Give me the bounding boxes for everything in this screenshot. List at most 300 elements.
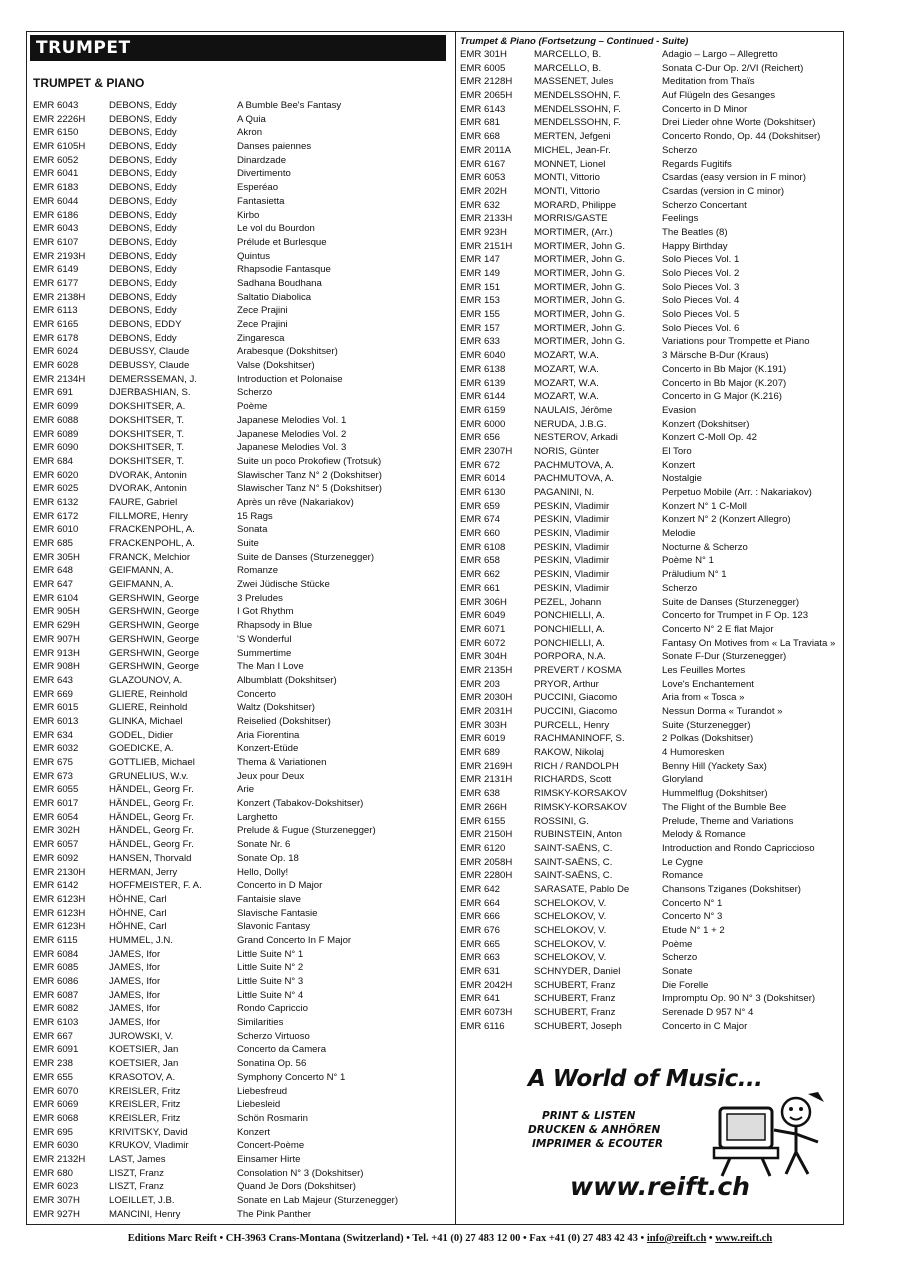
catalog-row [27, 140, 449, 154]
catalog-row [456, 965, 846, 979]
work-title: 3 Preludes [237, 592, 283, 604]
work-title: Scherzo Virtuoso [237, 1030, 310, 1042]
composer-name: RIMSKY-KORSAKOV [534, 801, 627, 813]
catalog-number: EMR 658 [460, 555, 500, 567]
catalog-number: EMR 2226H [33, 113, 86, 125]
catalog-number: EMR 6072 [460, 637, 506, 649]
catalog-row [27, 291, 449, 305]
work-title: Konzert (Dokshitser) [662, 418, 750, 430]
catalog-number: EMR 684 [33, 455, 73, 467]
catalog-row [456, 815, 846, 829]
catalog-number: EMR 6104 [33, 592, 79, 604]
work-title: Danses paiennes [237, 141, 312, 153]
work-title: Esperéao [237, 182, 279, 194]
catalog-number: EMR 666 [460, 911, 500, 923]
catalog-number: EMR 905H [33, 606, 80, 618]
composer-name: MARCELLO, B. [534, 49, 602, 60]
work-title: Japanese Melodies Vol. 1 [237, 414, 347, 426]
composer-name: DEMERSSEMAN, J. [109, 373, 197, 385]
work-title: Arabesque (Dokshitser) [237, 346, 338, 358]
catalog-number: EMR 6030 [33, 1140, 79, 1152]
catalog-number: EMR 2193H [33, 250, 86, 262]
composer-name: PESKIN, Vladimir [534, 569, 610, 581]
composer-name: FRANCK, Melchior [109, 551, 191, 563]
work-title: Csardas (version in C minor) [662, 185, 785, 197]
catalog-number: EMR 6123H [33, 907, 86, 919]
composer-name: DEBONS, Eddy [109, 154, 177, 166]
catalog-number: EMR 6071 [460, 623, 506, 635]
catalog-number: EMR 151 [460, 281, 500, 293]
catalog-number: EMR 659 [460, 500, 500, 512]
catalog-row [456, 513, 846, 527]
catalog-number: EMR 6165 [33, 319, 79, 330]
catalog-row [456, 979, 846, 993]
catalog-number: EMR 6132 [33, 496, 79, 508]
catalog-number: EMR 6069 [33, 1099, 79, 1111]
catalog-frame [26, 31, 844, 1225]
catalog-number: EMR 6143 [460, 103, 506, 115]
work-title: Melody & Romance [662, 829, 746, 841]
catalog-number: EMR 6023 [33, 1181, 79, 1193]
composer-name: DEBONS, Eddy [109, 127, 177, 139]
catalog-number: EMR 149 [460, 268, 500, 279]
composer-name: SCHELOKOV, V. [534, 911, 607, 923]
composer-name: JAMES, Ifor [109, 948, 161, 960]
catalog-row [456, 1020, 846, 1034]
composer-name: HUMMEL, J.N. [109, 934, 173, 946]
footer-email-link[interactable]: info@reift.ch [646, 1233, 707, 1244]
composer-name: DEBONS, Eddy [109, 209, 177, 221]
catalog-number: EMR 908H [33, 661, 80, 673]
composer-name: FILLMORE, Henry [109, 510, 188, 522]
work-title: Rhapsody in Blue [237, 620, 313, 632]
catalog-row [456, 75, 846, 89]
composer-name: LOEILLET, J.B. [109, 1195, 175, 1206]
catalog-number: EMR 6070 [33, 1085, 79, 1097]
catalog-row [456, 62, 846, 76]
work-title: Le vol du Bourdon [237, 223, 315, 235]
catalog-number: EMR 6019 [460, 733, 506, 745]
catalog-row [27, 428, 449, 442]
composer-name: KOETSIER, Jan [109, 1044, 179, 1056]
work-title: Concerto in Bb Major (K.207) [662, 377, 787, 389]
work-title: Concerto in G Major (K.216) [662, 391, 782, 403]
catalog-number: EMR 2138H [33, 291, 86, 303]
catalog-row [27, 113, 449, 127]
catalog-number: EMR 6020 [33, 469, 79, 481]
composer-name: GEIFMANN, A. [109, 579, 174, 591]
composer-name: PESKIN, Vladimir [534, 500, 610, 512]
composer-name: MORTIMER, John G. [534, 322, 625, 334]
work-title: Perpetuo Mobile (Arr. : Nakariakov) [662, 487, 812, 498]
catalog-row [456, 171, 846, 185]
catalog-number: EMR 672 [460, 459, 500, 471]
catalog-number: EMR 6055 [33, 784, 79, 796]
composer-name: GERSHWIN, George [109, 592, 200, 604]
catalog-number: EMR 6149 [33, 264, 79, 276]
work-title: Gloryland [662, 774, 704, 786]
composer-name: LISZT, Franz [109, 1167, 164, 1179]
work-title: Introduction and Rondo Capriccioso [662, 842, 815, 854]
composer-name: KOETSIER, Jan [109, 1058, 179, 1070]
catalog-row [456, 951, 846, 965]
work-title: Poème [662, 938, 693, 950]
catalog-row [27, 414, 449, 428]
catalog-row [456, 527, 846, 541]
work-title: El Toro [662, 445, 692, 457]
work-title: Quintus [237, 250, 271, 262]
catalog-row [456, 541, 846, 555]
catalog-number: EMR 689 [460, 747, 500, 759]
catalog-row [456, 459, 846, 473]
composer-name: GLIERE, Reinhold [109, 702, 188, 714]
catalog-number: EMR 691 [33, 387, 73, 399]
catalog-number: EMR 669 [33, 688, 73, 700]
catalog-row [27, 373, 449, 387]
catalog-number: EMR 6091 [33, 1044, 79, 1056]
catalog-row [27, 277, 449, 291]
catalog-row [27, 756, 449, 770]
catalog-row [456, 185, 846, 199]
composer-name: DOKSHITSER, T. [109, 442, 184, 454]
catalog-row [456, 746, 846, 760]
composer-name: JAMES, Ifor [109, 1017, 161, 1029]
composer-name: SARASATE, Pablo De [534, 883, 630, 895]
catalog-row [27, 701, 449, 715]
computer-mascot-icon [700, 1090, 830, 1180]
work-title: Prélude et Burlesque [237, 236, 327, 248]
catalog-row [456, 294, 846, 308]
work-title: Concert-Poème [237, 1140, 305, 1152]
work-title: Concerto Rondo, Op. 44 (Dokshitser) [662, 131, 821, 143]
catalog-number: EMR 913H [33, 647, 80, 659]
catalog-row [27, 126, 449, 140]
work-title: Dinardzade [237, 154, 287, 166]
catalog-row [456, 732, 846, 746]
composer-name: DEBONS, Eddy [109, 236, 177, 248]
catalog-number: EMR 203 [460, 678, 500, 690]
composer-name: PURCELL, Henry [534, 719, 610, 731]
catalog-row [456, 404, 846, 418]
catalog-row [27, 1057, 449, 1071]
catalog-row [27, 660, 449, 674]
catalog-number: EMR 305H [33, 551, 80, 563]
catalog-row [27, 729, 449, 743]
work-title: Etude N° 1 + 2 [662, 925, 725, 936]
work-title: Japanese Melodies Vol. 2 [237, 428, 347, 440]
composer-name: PUCCINI, Giacomo [534, 692, 618, 704]
catalog-number: EMR 2151H [460, 240, 513, 252]
catalog-number: EMR 6028 [33, 360, 79, 372]
catalog-number: EMR 307H [33, 1195, 80, 1206]
work-title: Waltz (Dokshitser) [237, 702, 316, 714]
catalog-number: EMR 6054 [33, 811, 79, 823]
catalog-row [456, 500, 846, 514]
composer-name: JAMES, Ifor [109, 989, 161, 1001]
work-title: 2 Polkas (Dokshitser) [662, 733, 754, 745]
work-title: Suite (Sturzenegger) [662, 719, 751, 731]
catalog-number: EMR 2011A [460, 144, 512, 156]
catalog-row [27, 715, 449, 729]
work-title: Love's Enchantement [662, 678, 754, 690]
work-title: Après un rêve (Nakariakov) [237, 496, 354, 508]
composer-name: MANCINI, Henry [109, 1208, 181, 1220]
composer-name: SCHELOKOV, V. [534, 897, 607, 909]
left-catalog-list [27, 99, 449, 1221]
composer-name: SCHELOKOV, V. [534, 938, 607, 950]
work-title: Romanze [237, 565, 279, 577]
composer-name: NERUDA, J.B.G. [534, 418, 607, 430]
composer-name: MORARD, Philippe [534, 199, 617, 211]
composer-name: HÖHNE, Carl [109, 921, 167, 933]
catalog-row [27, 619, 449, 633]
catalog-number: EMR 907H [33, 633, 80, 645]
work-title: Romance [662, 870, 704, 882]
composer-name: KRASOTOV, A. [109, 1071, 176, 1083]
catalog-number: EMR 202H [460, 185, 507, 197]
work-title: Grand Concerto In F Major [237, 934, 352, 946]
composer-name: HÄNDEL, Georg Fr. [109, 784, 194, 796]
catalog-row [456, 349, 846, 363]
catalog-row [27, 592, 449, 606]
catalog-number: EMR 2169H [460, 760, 513, 772]
composer-name: DVORAK, Antonin [109, 483, 187, 495]
catalog-number: EMR 6053 [460, 172, 506, 184]
catalog-row [456, 596, 846, 610]
catalog-number: EMR 238 [33, 1058, 73, 1070]
catalog-number: EMR 6086 [33, 976, 79, 987]
composer-name: DVORAK, Antonin [109, 469, 187, 481]
catalog-row [456, 199, 846, 213]
composer-name: DEBONS, Eddy [109, 277, 177, 289]
catalog-number: EMR 685 [33, 538, 73, 549]
composer-name: PESKIN, Vladimir [534, 541, 610, 553]
composer-name: PUCCINI, Giacomo [534, 706, 618, 717]
catalog-row [27, 167, 449, 181]
catalog-row [27, 866, 449, 880]
composer-name: HANSEN, Thorvald [109, 852, 192, 864]
composer-name: GERSHWIN, George [109, 620, 200, 632]
work-title: Zingaresca [237, 332, 285, 344]
work-title: The Beatles (8) [662, 226, 728, 238]
catalog-row [456, 144, 846, 158]
catalog-number: EMR 6120 [460, 842, 506, 854]
composer-name: HÖHNE, Carl [109, 893, 167, 905]
work-title: Little Suite N° 1 [237, 948, 304, 960]
catalog-number: EMR 2150H [460, 829, 513, 841]
work-title: Solo Pieces Vol. 2 [662, 268, 740, 279]
catalog-row [456, 705, 846, 719]
catalog-row [27, 770, 449, 784]
catalog-number: EMR 157 [460, 322, 500, 334]
work-title: 15 Rags [237, 510, 273, 522]
catalog-row [456, 856, 846, 870]
composer-name: MONTI, Vittorio [534, 185, 600, 197]
composer-name: JUROWSKI, V. [109, 1030, 174, 1042]
work-title: Variations pour Trompette et Piano [662, 336, 810, 348]
composer-name: MONTI, Vittorio [534, 172, 600, 184]
work-title: Concerto N° 2 E flat Major [662, 623, 774, 635]
work-title: Die Forelle [662, 979, 709, 991]
catalog-row [27, 263, 449, 277]
catalog-row [27, 1030, 449, 1044]
composer-name: NAULAIS, Jérôme [534, 404, 613, 416]
catalog-number: EMR 6005 [460, 62, 506, 74]
catalog-number: EMR 674 [460, 514, 500, 526]
catalog-row [27, 195, 449, 209]
work-title: Schön Rosmarin [237, 1112, 308, 1124]
work-title: Regards Fugitifs [662, 158, 732, 170]
catalog-number: EMR 632 [460, 199, 500, 211]
composer-name: GRUNELIUS, W.v. [109, 770, 189, 782]
catalog-number: EMR 6024 [33, 346, 79, 358]
composer-name: ROSSINI, G. [534, 815, 589, 827]
work-title: Concerto [237, 688, 276, 700]
catalog-row [456, 719, 846, 733]
work-title: Konzert-Etüde [237, 743, 299, 755]
catalog-row [27, 318, 449, 332]
work-title: Fantasietta [237, 195, 285, 207]
composer-name: HÄNDEL, Georg Fr. [109, 811, 194, 823]
catalog-row [27, 893, 449, 907]
work-title: Sonate [662, 966, 693, 978]
work-title: Concerto da Camera [237, 1044, 327, 1056]
work-title: 4 Humoresken [662, 747, 725, 759]
catalog-number: EMR 6014 [460, 473, 506, 485]
composer-name: GLINKA, Michael [109, 715, 183, 727]
catalog-number: EMR 927H [33, 1208, 80, 1220]
catalog-number: EMR 6082 [33, 1003, 79, 1015]
catalog-row [27, 783, 449, 797]
work-title: Concerto in Bb Major (K.191) [662, 363, 787, 375]
work-title: Chansons Tziganes (Dokshitser) [662, 883, 801, 895]
composer-name: PESKIN, Vladimir [534, 514, 610, 526]
catalog-number: EMR 665 [460, 938, 500, 950]
catalog-number: EMR 681 [460, 117, 500, 129]
catalog-row [456, 240, 846, 254]
composer-name: RIMSKY-KORSAKOV [534, 788, 627, 800]
work-title: Liebesfreud [237, 1085, 288, 1097]
composer-name: HÖHNE, Carl [109, 907, 167, 919]
catalog-row [27, 824, 449, 838]
work-title: Drei Lieder ohne Worte (Dokshitser) [662, 117, 816, 129]
composer-name: DOKSHITSER, T. [109, 414, 184, 426]
catalog-number: EMR 6115 [33, 934, 78, 946]
work-title: I Got Rhythm [237, 606, 294, 618]
catalog-row [27, 209, 449, 223]
catalog-row [456, 760, 846, 774]
composer-name: MOZART, W.A. [534, 377, 599, 389]
work-title: Impromptu Op. 90 N° 3 (Dokshitser) [662, 993, 816, 1005]
catalog-row [27, 523, 449, 537]
composer-name: PACHMUTOVA, A. [534, 473, 614, 485]
composer-name: KRUKOV, Vladimir [109, 1140, 189, 1152]
composer-name: MORTIMER, John G. [534, 268, 625, 279]
catalog-number: EMR 6159 [460, 404, 506, 416]
work-title: Larghetto [237, 811, 278, 823]
catalog-row [27, 1112, 449, 1126]
composer-name: GODEL, Didier [109, 729, 173, 741]
catalog-number: EMR 302H [33, 825, 80, 837]
composer-name: LISZT, Franz [109, 1181, 164, 1193]
catalog-row [27, 332, 449, 346]
catalog-number: EMR 155 [460, 309, 500, 321]
composer-name: MASSENET, Jules [534, 76, 614, 88]
catalog-row [456, 678, 846, 692]
catalog-row [456, 226, 846, 240]
catalog-number: EMR 923H [460, 226, 507, 238]
catalog-number: EMR 6138 [460, 363, 506, 375]
composer-name: PONCHIELLI, A. [534, 610, 605, 622]
catalog-row [27, 469, 449, 483]
work-title: Sonata C-Dur Op. 2/VI (Reichert) [662, 62, 804, 74]
work-title: Adagio – Largo – Allegretto [662, 49, 778, 60]
work-title: Liebesleid [237, 1099, 281, 1111]
work-title: Concerto N° 1 [662, 897, 723, 909]
composer-name: SCHELOKOV, V. [534, 925, 607, 936]
composer-name: FRACKENPOHL, A. [109, 524, 195, 536]
composer-name: DOKSHITSER, T. [109, 428, 184, 440]
catalog-number: EMR 2132H [33, 1153, 86, 1165]
catalog-row [27, 934, 449, 948]
catalog-row [456, 116, 846, 130]
catalog-number: EMR 6155 [460, 815, 506, 827]
catalog-number: EMR 641 [460, 993, 500, 1005]
catalog-number: EMR 6088 [33, 414, 79, 426]
catalog-number: EMR 634 [33, 729, 73, 741]
catalog-row [456, 48, 846, 62]
composer-name: RUBINSTEIN, Anton [534, 829, 622, 841]
work-title: Rhapsodie Fantasque [237, 264, 331, 276]
catalog-row [456, 773, 846, 787]
composer-name: SAINT-SAËNS, C. [534, 856, 613, 868]
work-title: Rondo Capriccio [237, 1003, 308, 1015]
catalog-number: EMR 6144 [460, 391, 506, 403]
catalog-number: EMR 662 [460, 569, 500, 581]
catalog-number: EMR 306H [460, 596, 507, 608]
catalog-number: EMR 6178 [33, 332, 79, 344]
work-title: Poème [237, 401, 268, 413]
work-title: Meditation from Thaïs [662, 76, 755, 88]
work-title: Serenade D 957 N° 4 [662, 1007, 754, 1019]
catalog-number: EMR 661 [460, 582, 500, 594]
right-catalog-list [456, 48, 846, 1034]
work-title: Auf Flügeln des Gesanges [662, 90, 776, 102]
work-title: Kirbo [237, 209, 260, 221]
catalog-number: EMR 301H [460, 49, 507, 60]
work-title: Fantasy On Motives from « La Traviata » [662, 637, 836, 649]
catalog-row [456, 335, 846, 349]
catalog-number: EMR 6116 [460, 1020, 505, 1032]
catalog-row [27, 605, 449, 619]
composer-name: PESKIN, Vladimir [534, 582, 610, 594]
catalog-number: EMR 6044 [33, 195, 79, 207]
catalog-row [27, 250, 449, 264]
catalog-number: EMR 147 [460, 254, 500, 266]
work-title: Slawischer Tanz N° 2 (Dokshitser) [237, 469, 382, 481]
catalog-number: EMR 6183 [33, 182, 79, 194]
catalog-row [27, 1153, 449, 1167]
catalog-row [27, 975, 449, 989]
work-title: Solo Pieces Vol. 1 [662, 254, 740, 266]
work-title: Sadhana Boudhana [237, 277, 322, 289]
footer-contact: Editions Marc Reift • CH-3963 Crans-Montana (Switzerland) • Tel. +41 (0) 27 483 12 00 • Fax +41 (0) 27 483 42 43 • [127, 1233, 645, 1244]
catalog-number: EMR 6177 [33, 277, 79, 289]
composer-name: PONCHIELLI, A. [534, 637, 605, 649]
composer-name: SCHUBERT, Joseph [534, 1020, 622, 1032]
footer-web-link[interactable]: www.reift.ch [715, 1233, 773, 1244]
composer-name: KREISLER, Fritz [109, 1112, 181, 1124]
